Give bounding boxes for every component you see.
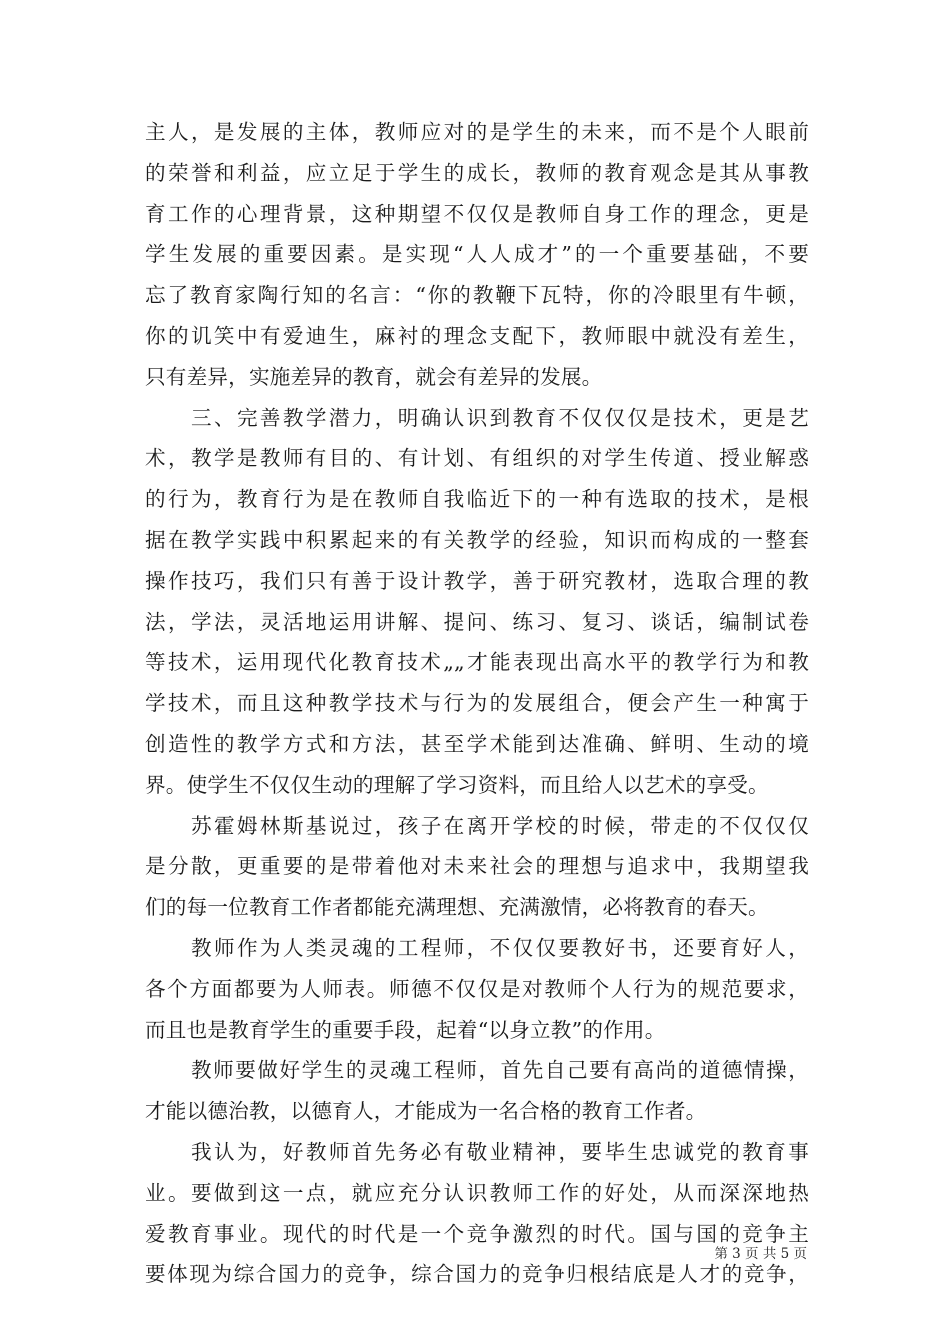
text-line: 操作技巧，我们只有善于设计教学，善于研究教材，选取合理的教 [145, 568, 809, 593]
paragraph-first-line: 三、完善教学潜力，明确认识到教育不仅仅仅是技术，更是艺 [191, 405, 809, 430]
text-line: 等技术，运用现代化教育技术„„才能表现出高水平的教学行为和教 [145, 650, 809, 675]
text-line: 法，学法，灵活地运用讲解、提问、练习、复习、谈话，编制试卷 [145, 609, 809, 634]
text-line: 界。使学生不仅仅生动的理解了学习资料，而且给人以艺术的享受。 [145, 772, 769, 797]
text-line: 的行为，教育行为是在教师自我临近下的一种有选取的技术，是根 [145, 487, 809, 512]
text-line: 你的讥笑中有爱迪生，麻衬的理念支配下，教师眼中就没有差生， [145, 323, 809, 348]
text-line: 主人，是发展的主体，教师应对的是学生的未来，而不是个人眼前 [145, 120, 809, 144]
text-line: 术，教学是教师有目的、有计划、有组织的对学生传道、授业解惑 [145, 446, 809, 471]
text-line: 忘了教育家陶行知的名言：“你的教鞭下瓦特，你的冷眼里有牛顿， [145, 283, 809, 308]
text-line: 学生发展的重要因素。是实现“人人成才”的一个重要基础，不要 [145, 242, 809, 267]
text-line: 各个方面都要为人师表。师德不仅仅是对教师个人行为的规范要求， [145, 976, 809, 1001]
text-line: 据在教学实践中积累起来的有关教学的经验，知识而构成的一整套 [145, 527, 809, 552]
text-line: 要体现为综合国力的竞争，综合国力的竞争归根结底是人才的竞争， [145, 1262, 809, 1287]
text-line: 而且也是教育学生的重要手段，起着“以身立教”的作用。 [145, 1017, 666, 1042]
text-line: 学技术，而且这种教学技术与行为的发展组合，便会产生一种寓于 [145, 691, 809, 716]
text-line: 们的每一位教育工作者都能充满理想、充满激情，必将教育的春天。 [145, 895, 769, 920]
text-line: 爱教育事业。现代的时代是一个竞争激烈的时代。国与国的竞争主 [145, 1221, 809, 1246]
paragraph-first-line: 教师要做好学生的灵魂工程师，首先自己要有高尚的道德情操， [191, 1058, 809, 1083]
document-body [145, 112, 809, 1295]
text-line: 是分散，更重要的是带着他对未来社会的理想与追求中，我期望我 [145, 854, 809, 879]
paragraph-first-line: 我认为，好教师首先务必有敬业精神，要毕生忠诚党的教育事 [191, 1139, 809, 1164]
text-line: 育工作的心理背景，这种期望不仅仅是教师自身工作的理念，更是 [145, 201, 809, 226]
paragraph-first-line: 苏霍姆林斯基说过，孩子在离开学校的时候，带走的不仅仅仅 [191, 813, 809, 838]
text-line: 业。要做到这一点，就应充分认识教师工作的好处，从而深深地热 [145, 1180, 809, 1205]
paragraph-first-line: 教师作为人类灵魂的工程师，不仅仅要教好书，还要育好人， [191, 935, 809, 960]
text-line: 才能以德治教，以德育人，才能成为一名合格的教育工作者。 [145, 1099, 707, 1124]
page-number: 第 3 页 共 5 页 [714, 1246, 807, 1262]
text-line: 的荣誉和利益，应立足于学生的成长，教师的教育观念是其从事教 [145, 160, 809, 185]
text-line: 只有差异，实施差异的教育，就会有差异的发展。 [145, 364, 603, 389]
text-line: 创造性的教学方式和方法，甚至学术能到达准确、鲜明、生动的境 [145, 731, 809, 756]
